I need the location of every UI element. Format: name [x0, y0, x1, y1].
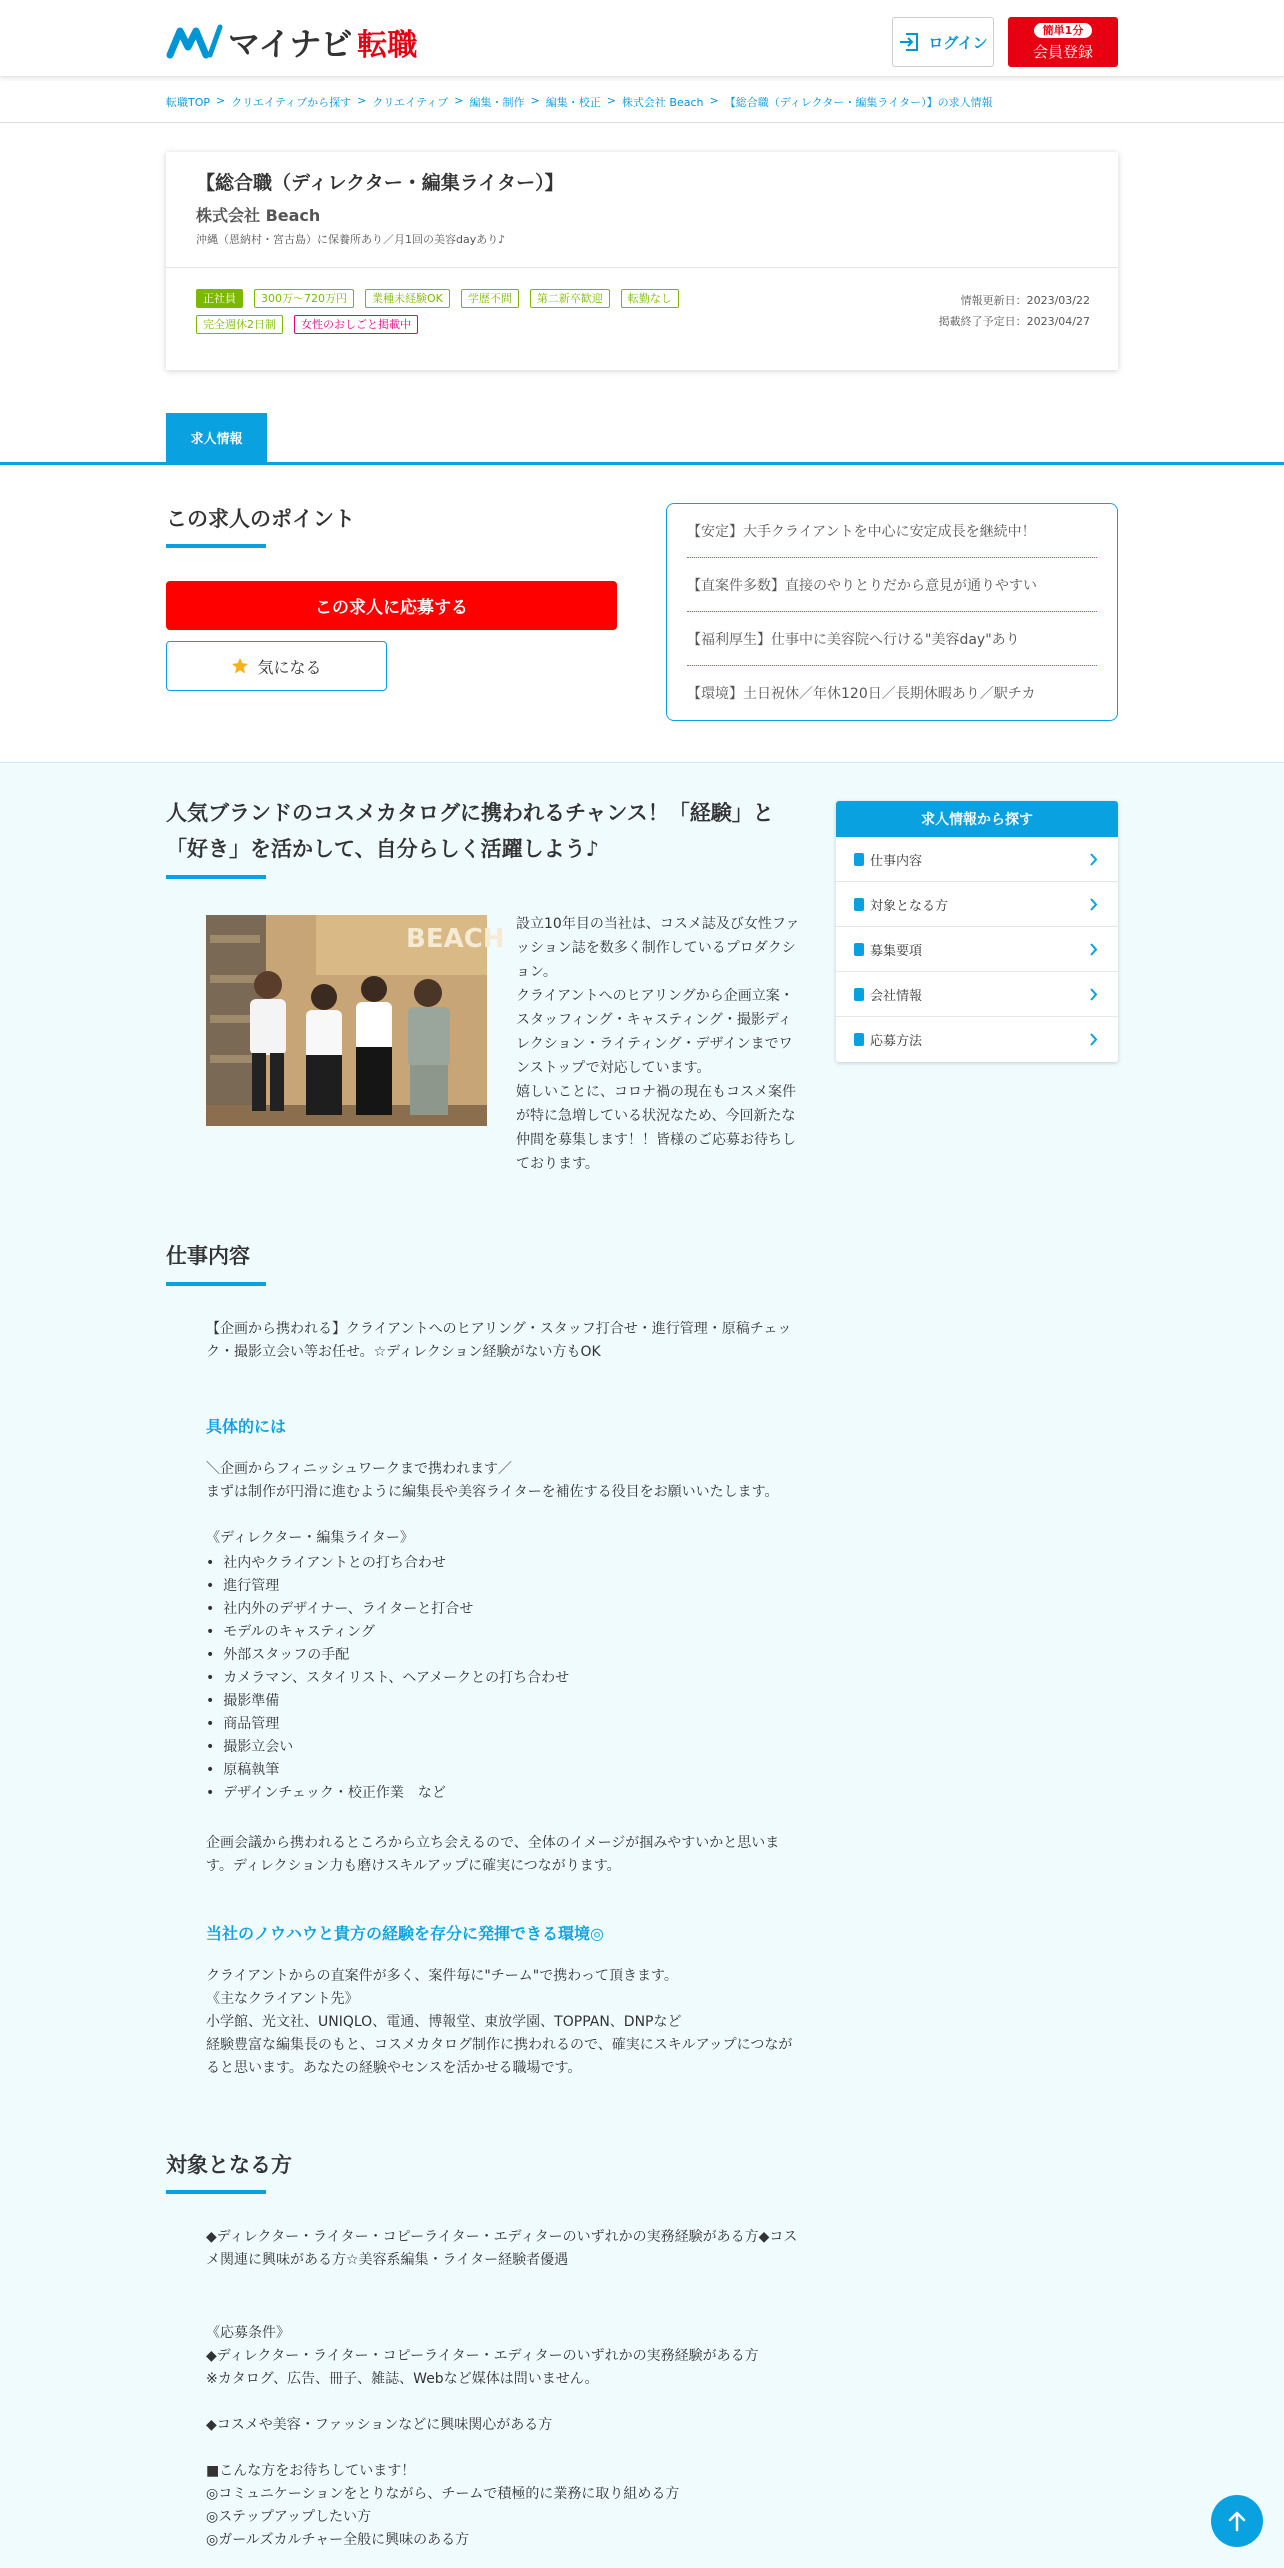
chevron-right-icon — [1090, 1033, 1098, 1046]
sidebar-item-label: 仕事内容 — [870, 853, 923, 869]
updated-date: 情報更新日：2023/03/22 — [960, 294, 1090, 307]
work-lead: 【企画から携われる】クライアントへのヒアリング・スタッフ打合せ・進行管理・原稿チェック・撮影立会い等お任せ。☆ディレクション経験がない方もOK — [206, 1321, 792, 1360]
work-details-text: ＼企画からフィニッシュワークまで携われます／ まずは制作が円滑に進むように編集長や美容ライターを補佐する役目をお願いいたします。 《ディレクター・編集ライター》 — [206, 1461, 779, 1546]
point-item: 【環境】土日祝休／年休120日／長期休暇あり／駅チカ — [687, 686, 1036, 702]
job-tag: 正社員 — [196, 289, 243, 308]
job-tag: 第二新卒歓迎 — [530, 289, 610, 308]
side-navigation — [836, 801, 1118, 1062]
company-intro-text: 設立10年目の当社は、コスメ誌及び女性ファッション誌を数多く制作しているプロダクション。 クライアントへのヒアリングから企画立案・スタッフィング・キャスティング・撮影ディレクション・ライティング・デザインまでワンストップで対応しています。 嬉しいことに、コロナ禍の現在もコスメ案件が特に急増している状況なため、今回新たな仲間を募集します！！皆様のご応募お待ちしております。 — [516, 916, 800, 1172]
catch-copy: 人気ブランドのコスメカタログに携われるチャンス！「経験」と「好き」を活かして、自分らしく活躍しよう♪ — [166, 801, 774, 861]
company-name: 株式会社 Beach — [196, 206, 321, 225]
point-item: 【安定】大手クライアントを中心に安定成長を継続中！ — [687, 504, 1097, 558]
arrow-up-icon — [1227, 2510, 1247, 2532]
breadcrumb-item[interactable]: 転職TOP — [166, 96, 211, 109]
star-icon — [231, 657, 249, 675]
breadcrumb-item[interactable]: クリエイティブ — [372, 96, 449, 109]
job-subcopy: 沖縄（恩納村・宮古島）に保養所あり／月1回の美容dayあり♪ — [196, 233, 506, 246]
login-label: ログイン — [928, 33, 988, 52]
job-tag: 転勤なし — [621, 289, 679, 308]
job-tag: 女性のおしごと掲載中 — [294, 315, 418, 334]
work-environment-text: クライアントからの直案件が多く、案件毎に"チーム"で携わって頂きます。 《主なクライアント先》 小学館、光文社、UNIQLO、電通、博報堂、東放学園、TOPPAN、DNPなど 経験豊富な編集長のもと、コスメカタログ制作に携われるので、確実にスキルアップにつながると思います。あなたの経験やセンスを活かせる職場です。 — [206, 1968, 793, 2076]
list-item: • 社内やクライアントとの打ち合わせ — [206, 1552, 569, 1575]
sidebar-item-target[interactable] — [836, 882, 1118, 927]
job-summary-card — [166, 152, 1118, 370]
job-tag: 業種未経験OK — [365, 289, 450, 308]
tab-job-info[interactable]: 求人情報 — [166, 413, 267, 462]
list-item: • 社内外のデザイナー、ライターと打合せ — [206, 1598, 569, 1621]
document-icon — [854, 988, 864, 1001]
chevron-right-icon — [1090, 898, 1098, 911]
work-subheading-environment: 当社のノウハウと貴方の経験を存分に発揮できる環境◎ — [206, 1924, 604, 1943]
mynavi-logo-mark-icon — [166, 25, 222, 59]
job-tags — [196, 289, 756, 334]
target-details-text: 《応募条件》 ◆ディレクター・ライター・コピーライター・エディターのいずれかの実務経験がある方 ※カタログ、広告、冊子、雑誌、Webなど媒体は問いません。 ◆コスメや美容・ファッションなどに興味関心がある方 ■こんな方をお待ちしています！ ◎コミュニケーションをとりながら、チームで積極的に業務に取り組める方 ◎ステップアップしたい方 ◎ガールズカルチャー全般に興味のある方 — [206, 2325, 759, 2548]
sidebar-item-label: 募集要項 — [870, 943, 923, 959]
breadcrumb-current: 【総合職（ディレクター・編集ライター）】の求人情報 — [724, 96, 993, 109]
target-heading: 対象となる方 — [166, 2153, 292, 2177]
job-dates — [939, 290, 1090, 332]
chevron-right-icon — [1090, 943, 1098, 956]
sidebar-item-label: 応募方法 — [870, 1034, 923, 1049]
divider — [166, 267, 1118, 268]
sidebar-item-company[interactable] — [836, 972, 1118, 1017]
heading-underline — [166, 2190, 266, 2194]
favorite-button[interactable] — [166, 641, 387, 691]
breadcrumb-item[interactable]: クリエイティブから探す — [231, 96, 352, 109]
end-date: 掲載終了予定日：2023/04/27 — [938, 315, 1090, 328]
back-to-top-button[interactable] — [1211, 2495, 1263, 2547]
work-heading: 仕事内容 — [166, 1244, 250, 1268]
favorite-label: 気になる — [257, 657, 322, 677]
list-item: • 撮影立会い — [206, 1736, 569, 1759]
register-button[interactable] — [1008, 17, 1118, 67]
heading-underline — [166, 1282, 266, 1286]
job-tag: 完全週休2日制 — [196, 315, 283, 334]
sidebar-item-requirements[interactable] — [836, 927, 1118, 972]
list-item: • 商品管理 — [206, 1713, 569, 1736]
list-item: • デザインチェック・校正作業 など — [206, 1782, 569, 1805]
login-button[interactable] — [892, 17, 994, 67]
list-item: • 原稿執筆 — [206, 1759, 569, 1782]
target-lead: ◆ディレクター・ライター・コピーライター・エディターのいずれかの実務経験がある方◆コスメ関連に興味がある方☆美容系編集・ライター経験者優遇 — [206, 2229, 798, 2268]
sidebar-item-work[interactable] — [836, 837, 1118, 882]
point-item: 【直案件多数】直接のやりとりだから意見が通りやすい — [687, 558, 1097, 612]
document-icon — [854, 853, 864, 866]
heading-underline — [166, 875, 266, 879]
point-item: 【福利厚生】仕事中に美容院へ行ける"美容day"あり — [687, 612, 1097, 666]
site-header — [0, 0, 1284, 77]
points-list — [666, 503, 1118, 721]
document-icon — [854, 898, 864, 911]
job-tag: 300万～720万円 — [254, 289, 354, 308]
photo-sign-text: BEACH — [406, 924, 505, 954]
list-item: • 撮影準備 — [206, 1690, 569, 1713]
breadcrumb: 転職TOP > クリエイティブから探す > クリエイティブ > 編集・制作 > 編集・校正 > 株式会社 Beach > 【総合職（ディレクター・編集ライター）】の求人情報 — [166, 94, 993, 109]
document-icon — [854, 1033, 864, 1046]
breadcrumb-item[interactable]: 株式会社 Beach — [621, 96, 704, 109]
list-item: • モデルのキャスティング — [206, 1621, 569, 1644]
breadcrumb-item[interactable]: 編集・校正 — [545, 96, 601, 109]
chevron-right-icon — [1090, 988, 1098, 1001]
sidebar-item-label: 会社情報 — [870, 988, 923, 1004]
login-icon — [898, 31, 920, 53]
points-heading: この求人のポイント — [166, 507, 355, 531]
tab-underline — [0, 462, 1284, 465]
list-item: • 進行管理 — [206, 1575, 569, 1598]
list-item: • カメラマン、スタイリスト、ヘアメークとの打ち合わせ — [206, 1667, 569, 1690]
logo-subtext: 転職 — [357, 28, 418, 63]
sidebar-item-label: 対象となる方 — [870, 898, 949, 914]
apply-button[interactable]: この求人に応募する — [166, 581, 617, 630]
job-tag: 学歴不問 — [461, 289, 519, 308]
document-icon — [854, 943, 864, 956]
work-subheading-details: 具体的には — [206, 1417, 287, 1436]
work-task-list — [206, 1552, 569, 1805]
divider — [0, 122, 1284, 123]
register-badge: 簡単1分 — [1034, 23, 1093, 38]
job-title: 【総合職（ディレクター・編集ライター）】 — [196, 172, 564, 194]
logo-text: マイナビ — [228, 25, 352, 63]
chevron-right-icon — [1090, 853, 1098, 866]
staff-photo — [206, 915, 505, 1126]
register-label: 会員登録 — [1032, 43, 1093, 61]
list-item: • 外部スタッフの手配 — [206, 1644, 569, 1667]
heading-underline — [166, 544, 266, 548]
sidebar-item-apply[interactable] — [836, 1017, 1118, 1062]
breadcrumb-item[interactable]: 編集・制作 — [469, 96, 525, 109]
site-logo[interactable] — [166, 22, 417, 62]
sidebar-title: 求人情報から探す — [836, 801, 1118, 837]
work-note-text: 企画会議から携われるところから立ち会えるので、全体のイメージが掴みやすいかと思います。ディレクション力も磨けスキルアップに確実につながります。 — [206, 1835, 780, 1874]
